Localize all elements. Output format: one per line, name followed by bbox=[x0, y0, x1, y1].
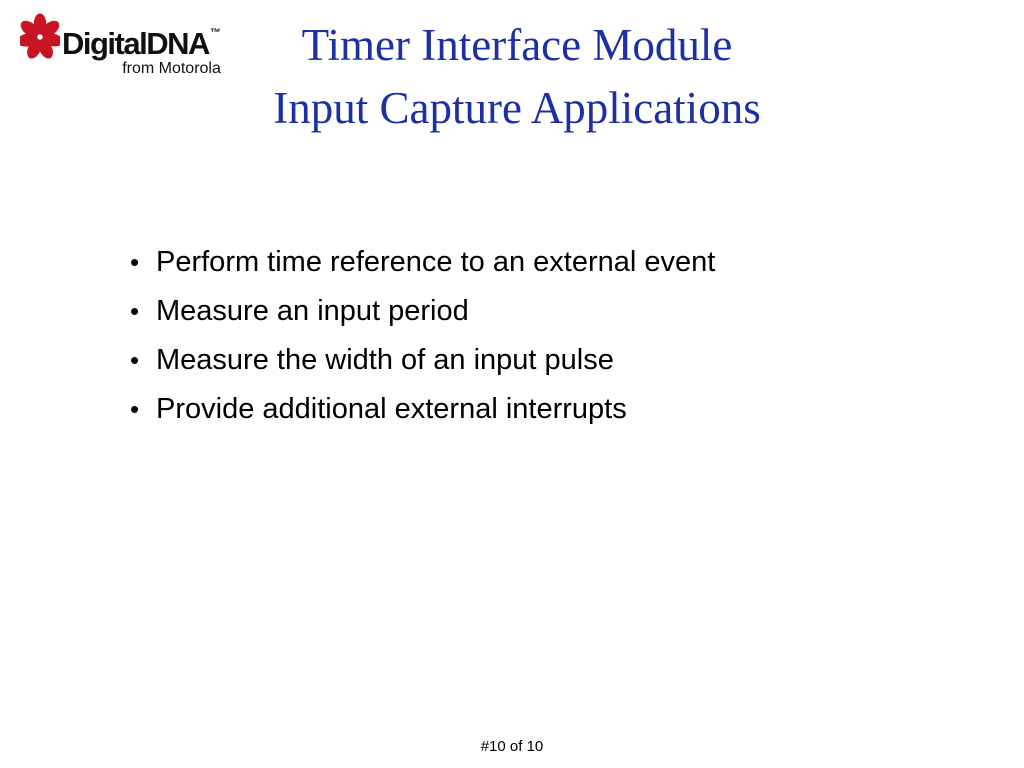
slide-title-line2: Input Capture Applications bbox=[273, 83, 761, 133]
bullet-item bbox=[128, 238, 908, 287]
bullet-text: Measure the width of an input pulse bbox=[156, 344, 614, 376]
bullet-item bbox=[128, 385, 908, 434]
bullet-marker: • bbox=[130, 345, 140, 375]
slide-title bbox=[10, 14, 1024, 140]
bullet-marker: • bbox=[130, 394, 140, 424]
slide-title-line1: Timer Interface Module bbox=[301, 20, 733, 70]
bullet-item bbox=[128, 287, 908, 336]
bullet-list bbox=[128, 238, 908, 434]
bullet-text: Measure an input period bbox=[156, 295, 469, 327]
bullet-text: Perform time reference to an external event bbox=[156, 246, 716, 278]
page-indicator: #10 of 10 bbox=[480, 738, 544, 755]
logo-trademark: ™ bbox=[209, 27, 221, 39]
logo-tagline: from Motorola bbox=[122, 60, 221, 77]
bullet-marker: • bbox=[130, 247, 140, 277]
bullet-item bbox=[128, 336, 908, 385]
bullet-text: Provide additional external interrupts bbox=[156, 393, 627, 425]
logo-brand: DigitalDNA bbox=[62, 26, 209, 61]
bullet-marker: • bbox=[130, 296, 140, 326]
